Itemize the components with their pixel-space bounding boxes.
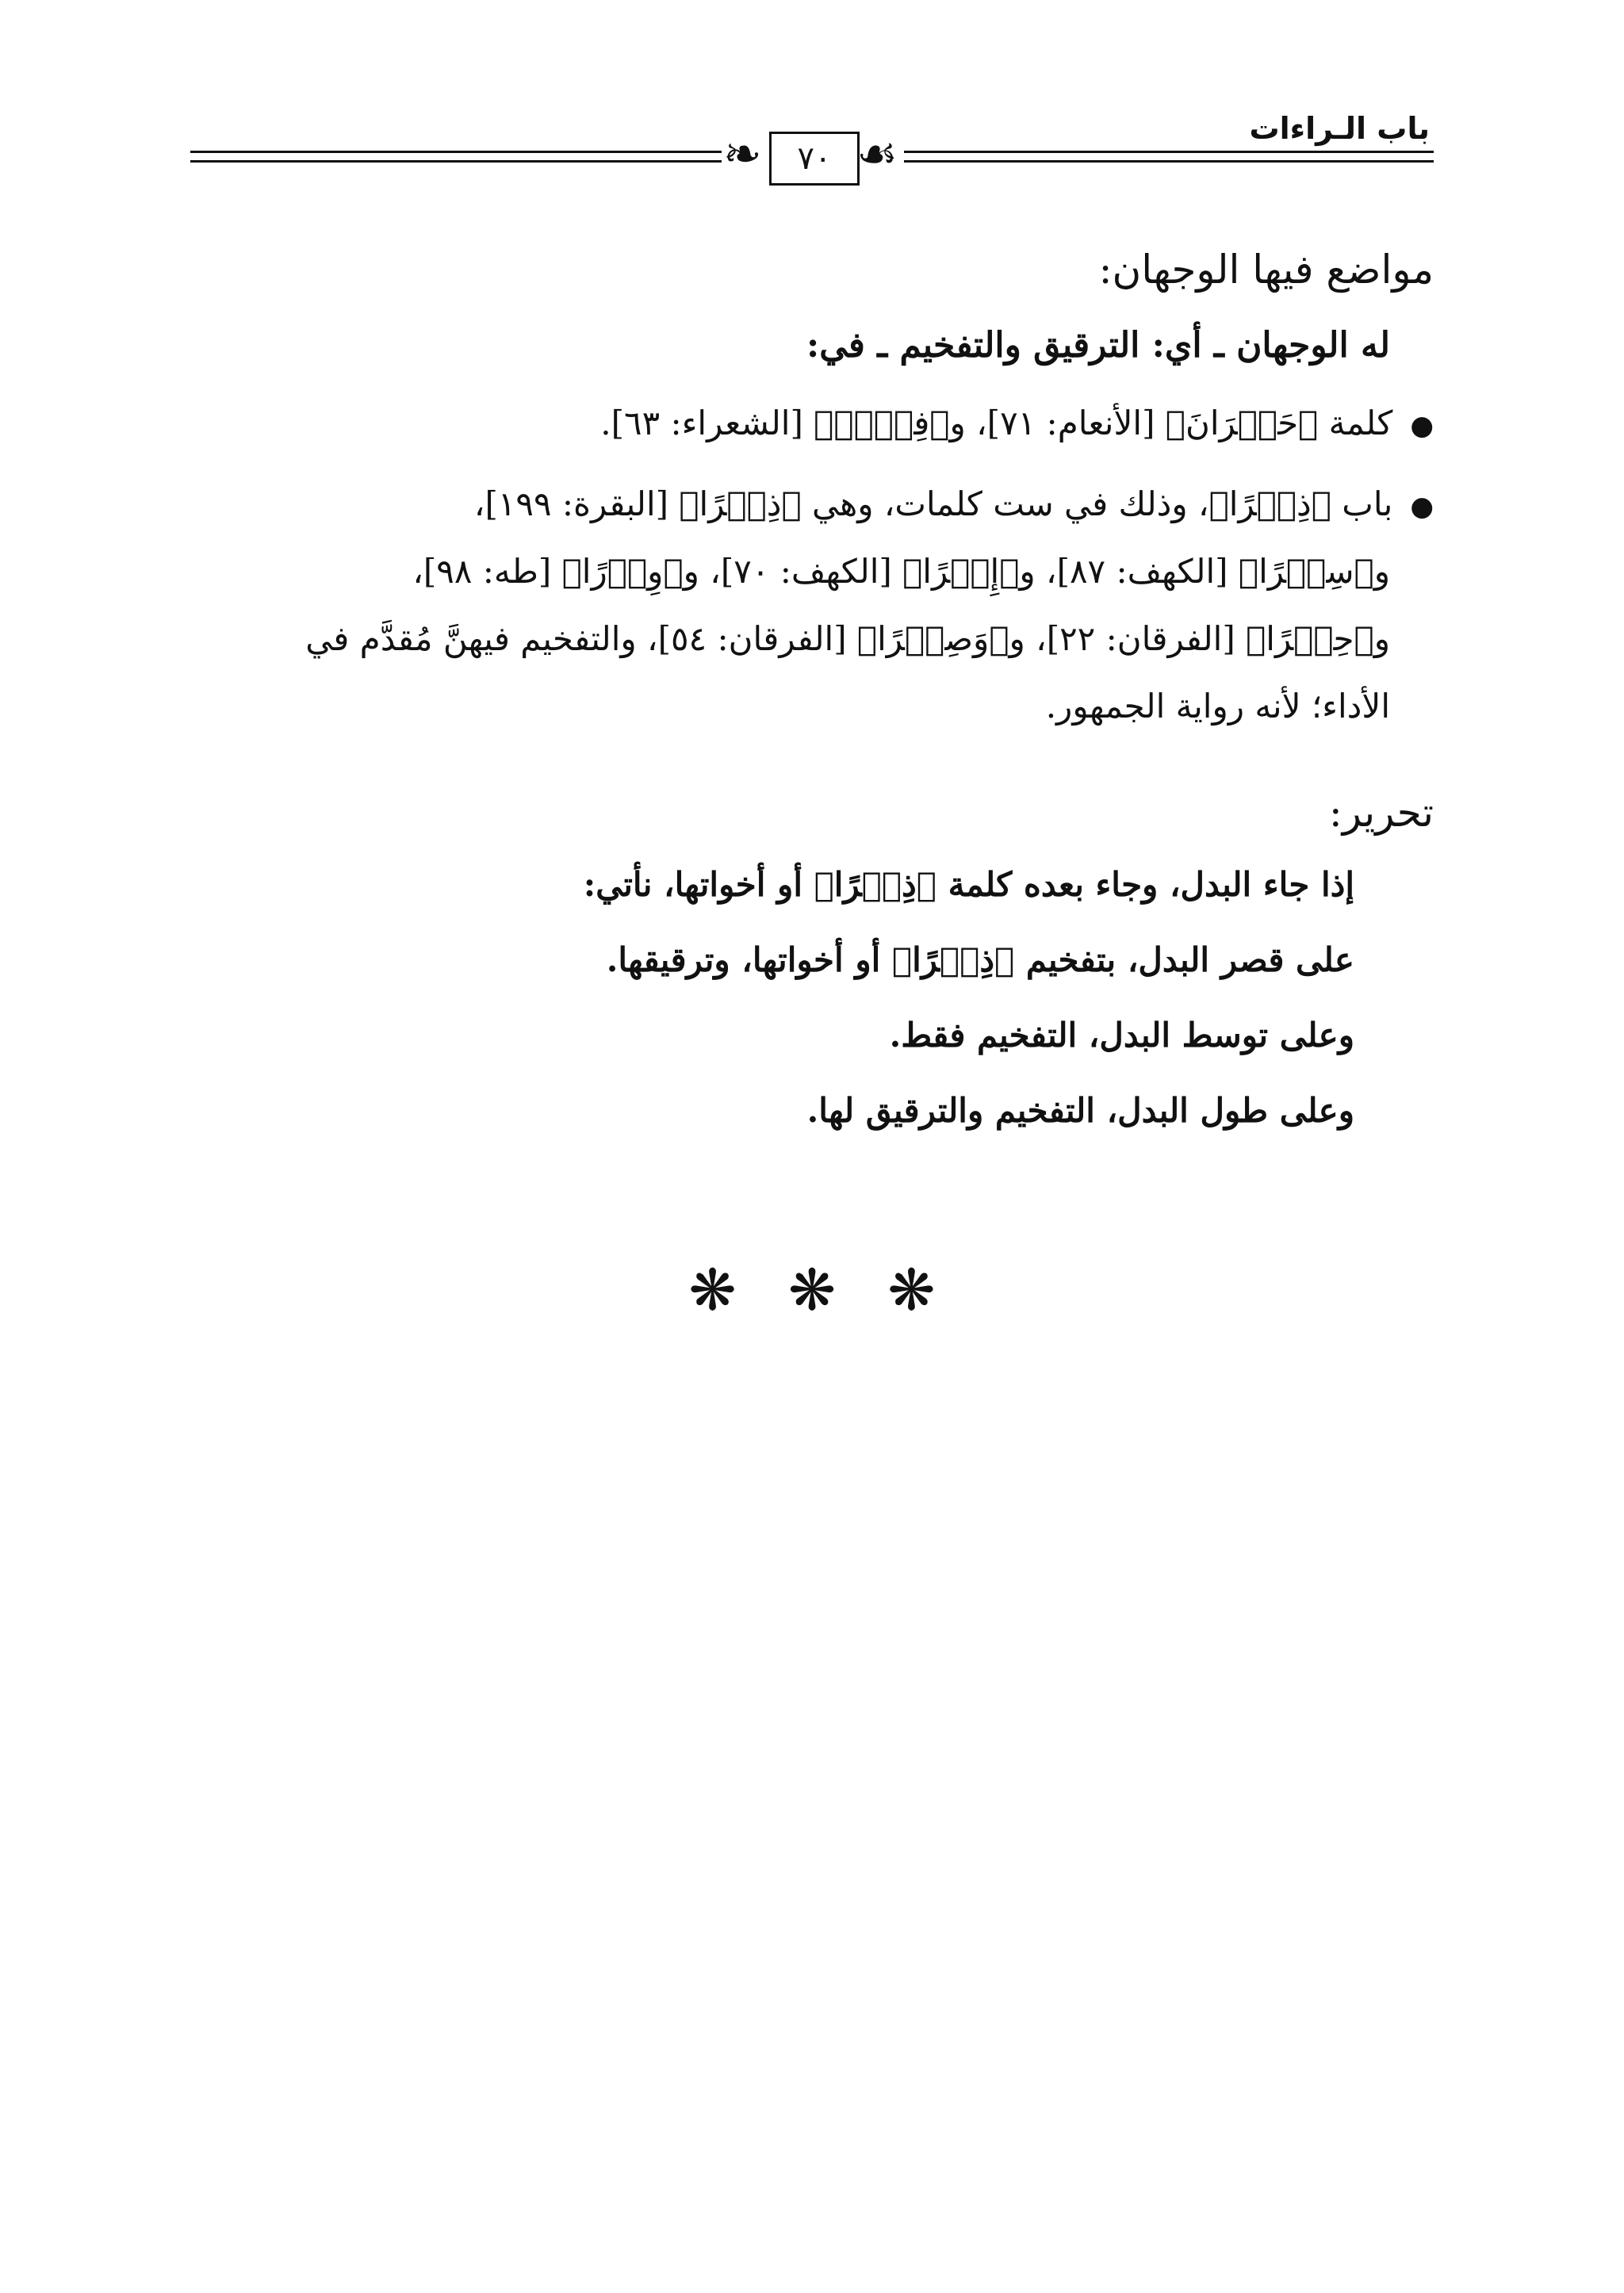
bullet-icon: ●	[1410, 491, 1434, 523]
bullet-item-1	[600, 399, 1434, 450]
ornament-right-icon: ☙	[856, 127, 898, 181]
header-rule-left-top	[190, 151, 722, 153]
running-title: باب الـراءات	[1249, 111, 1430, 146]
section-end-ornament	[0, 1257, 1624, 1323]
tahrir-line-4: وعلى طول البدل، التفخيم والترقيق لها.	[806, 1091, 1354, 1130]
header-rule-right-top	[904, 151, 1434, 153]
star-ornament-icon: ❋	[688, 1257, 737, 1323]
tahrir-line-2: على قصر البدل، بتفخيم ﴿ذِكۡرًا﴾ أو أخواتها، وترقيقها.	[606, 940, 1354, 979]
bullet-icon: ●	[1410, 410, 1434, 442]
section-title-tahrir: تحرير:	[1328, 790, 1434, 836]
page-number: ٧٠	[769, 132, 860, 186]
star-ornament-icon: ❋	[787, 1257, 837, 1323]
ornament-left-icon: ❧	[723, 127, 762, 181]
bullet-item-2	[474, 480, 1434, 531]
header-rule-left-bottom	[190, 160, 722, 163]
bullet-item-2-line-3: و﴿حِجۡرًا﴾ [الفرقان: ٢٢]، و﴿وَصِهۡرًا﴾ [الفرقان: ٥٤]، والتفخيم فيهنَّ مُقدَّم في	[305, 619, 1390, 658]
bullet-item-2-line-2: و﴿سِتۡرًا﴾ [الكهف: ٨٧]، و﴿إِمۡرًا﴾ [الكهف: ٧٠]، و﴿وِزۡرًا﴾ [طه: ٩٨]،	[412, 552, 1390, 591]
star-ornament-icon: ❋	[887, 1257, 936, 1323]
header-rule-right-bottom	[904, 160, 1434, 163]
bullet-item-1-text: كلمة ﴿حَيۡرَانَ﴾ [الأنعام: ٧١]، و﴿فِرۡقٖ﴾ [الشعراء: ٦٣].	[600, 404, 1393, 442]
tahrir-line-3: وعلى توسط البدل، التفخيم فقط.	[889, 1016, 1354, 1055]
section-title-two-ways: مواضع فيها الوجهان:	[1098, 247, 1434, 293]
tahrir-line-1: إذا جاء البدل، وجاء بعده كلمة ﴿ذِكۡرًا﴾ أو أخواتها، نأتي:	[583, 865, 1354, 904]
section-intro: له الوجهان ـ أي: الترقيق والتفخيم ـ في:	[806, 325, 1390, 366]
bullet-item-2-line-1: باب ﴿ذِكۡرًا﴾، وذلك في ست كلمات، وهي ﴿ذِكۡرًا﴾ [البقرة: ١٩٩]،	[473, 484, 1393, 523]
bullet-item-2-line-4: الأداء؛ لأنه رواية الجمهور.	[1045, 687, 1390, 725]
